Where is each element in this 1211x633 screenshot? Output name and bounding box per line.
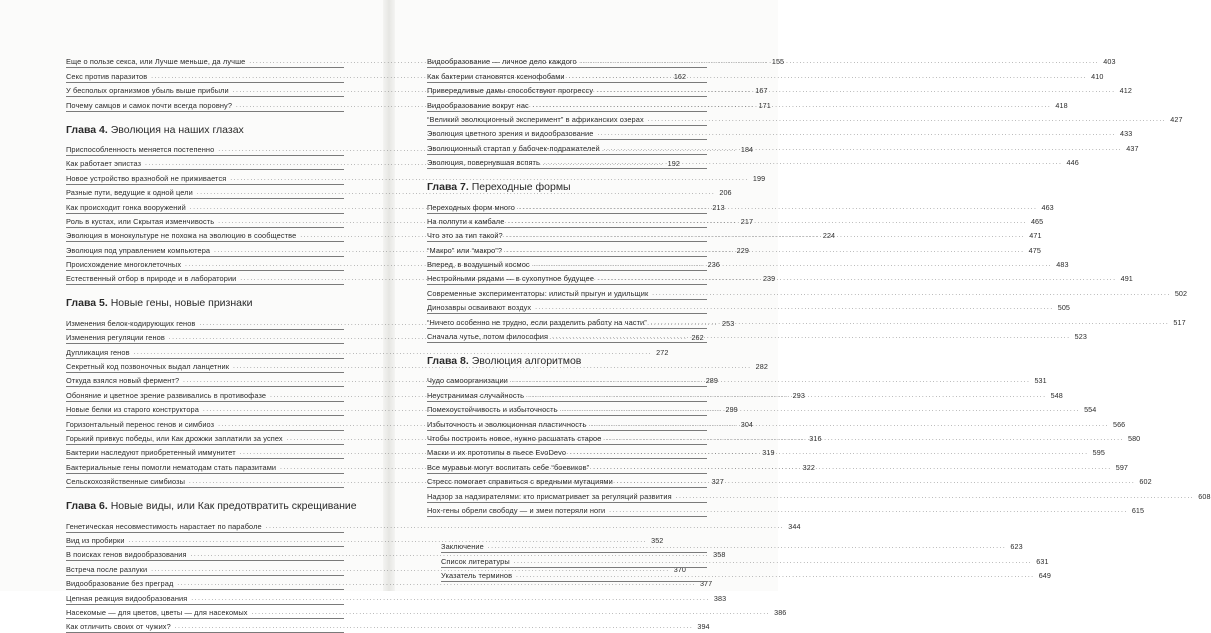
- chapter-title: Новые гены, новые признаки: [110, 297, 253, 310]
- dot-leader: [646, 115, 1169, 125]
- dot-leader: [550, 332, 1073, 342]
- toc-entry-title: Насекомые — для цветов, цветы — для насекомых: [66, 607, 248, 617]
- toc-entry-page: 352: [651, 535, 664, 545]
- toc-entry: [66, 605, 787, 619]
- dot-leader: [567, 72, 1090, 82]
- toc-entry: [427, 300, 1071, 314]
- toc-entry-title: “Великий эволюционный эксперимент” в африканских озерах: [427, 114, 644, 124]
- dot-leader: [173, 622, 696, 632]
- dot-leader: [514, 571, 1037, 581]
- toc-entry: [66, 344, 669, 358]
- toc-entry-title: Эволюция цветного зрения и видообразование: [427, 129, 594, 139]
- toc-entry-page: 155: [771, 57, 785, 67]
- toc-entry-page: 239: [762, 274, 776, 284]
- toc-entry-title: Чудо самоорганизации: [427, 376, 508, 386]
- toc-entry-title: Цепная реакция видообразования: [66, 593, 188, 603]
- dot-leader: [649, 318, 1172, 328]
- dot-leader: [189, 594, 712, 604]
- dot-leader: [533, 303, 1056, 313]
- toc-entry-title: Все муравьи могут воспитать себе “боевиков”: [427, 462, 590, 472]
- toc-entry-page: 344: [788, 521, 801, 531]
- toc-entry-title: “Ничего особенно не трудно, если разделить работу на части”: [427, 317, 647, 327]
- chapter-title: Переходные формы: [471, 181, 571, 194]
- toc-entry-title: Как происходит гонка вооружений: [66, 202, 186, 212]
- toc-entry-page: 272: [656, 347, 669, 357]
- toc-entry-title: Эволюция, повернувшая вспять: [427, 158, 540, 168]
- toc-entry-page: 446: [1066, 158, 1079, 168]
- toc-entry-page: 370: [673, 564, 687, 574]
- toc-entry-page: 192: [667, 159, 680, 169]
- dot-leader: [602, 144, 1125, 154]
- dot-leader: [596, 274, 1119, 284]
- toc-entry-page: 602: [1139, 477, 1152, 487]
- toc-entry-title: Переходных форм много: [427, 202, 515, 212]
- toc-entry-page: 213: [712, 202, 725, 212]
- toc-entry-page: 437: [1126, 143, 1139, 153]
- toc-entry-page: 217: [740, 216, 754, 226]
- toc-entry-page: 649: [1038, 571, 1051, 581]
- toc-entry-title: Изменения белок-кодирующих генов: [66, 318, 196, 328]
- toc-entry-title: Сельскохозяйственные симбиозы: [66, 477, 186, 487]
- toc-entry-title: У бесполых организмов убыль выше прибыли: [66, 86, 229, 96]
- toc-entry-page: 184: [740, 144, 754, 154]
- toc-entry-page: 502: [1174, 288, 1188, 298]
- toc-entry-page: 322: [802, 462, 815, 472]
- toc-entry-page: 327: [711, 477, 724, 487]
- toc-entry-title: Нестройными рядами — в сухопутное будущее: [427, 274, 595, 284]
- dot-leader: [526, 391, 1049, 401]
- chapter-title: Эволюция алгоритмов: [471, 355, 582, 368]
- toc-entry-title: Вид из пробирки: [66, 535, 125, 545]
- toc-entry-page: 304: [740, 419, 754, 429]
- toc-entry-title: Секс против паразитов: [66, 71, 148, 81]
- toc-entry-page: 483: [1056, 260, 1069, 270]
- toc-entry-page: 597: [1115, 462, 1129, 472]
- toc-entry-page: 316: [809, 433, 822, 443]
- toc-entry-title: Дупликация генов: [66, 347, 130, 357]
- toc-entry-title: Помехоустойчивость и избыточность: [427, 405, 558, 415]
- dot-leader: [591, 463, 1114, 473]
- toc-entry: [66, 590, 727, 604]
- chapter-heading: [427, 354, 707, 368]
- toc-entry-title: Чтобы построить новое, нужно расшатать старое: [427, 433, 602, 443]
- dot-leader: [607, 506, 1130, 516]
- toc-entry: [427, 503, 1145, 517]
- toc-entry-page: 554: [1084, 405, 1097, 415]
- toc-entry-page: 167: [755, 86, 768, 96]
- toc-entry-title: Вперед, в воздушный космос: [427, 260, 530, 270]
- toc-entry-page: 253: [722, 318, 735, 328]
- toc-entry: [427, 329, 1087, 343]
- chapter-number: Глава 7.: [427, 181, 469, 194]
- toc-entry-title: Как бактерии становятся ксенофобами: [427, 71, 565, 81]
- toc-entry-page: 427: [1170, 114, 1183, 124]
- toc-entry-page: 236: [707, 260, 720, 270]
- toc-entry-title: Откуда взялся новый фермент?: [66, 376, 180, 386]
- toc-entry-title: Указатель терминов: [441, 571, 513, 581]
- chapter-heading: [66, 296, 344, 310]
- toc-entry-page: 412: [1119, 86, 1132, 96]
- toc-entry-page: 523: [1074, 332, 1087, 342]
- toc-entry-title: Разные пути, ведущие к одной цели: [66, 188, 193, 198]
- chapter-heading: [66, 123, 344, 137]
- toc-entry-page: 199: [752, 173, 766, 183]
- toc-entry-title: Список литературы: [441, 556, 510, 566]
- toc-entry-page: 410: [1091, 71, 1104, 81]
- toc-entry-title: “Макро” или “макро”?: [427, 245, 503, 255]
- toc-entry-title: Роль в кустах, или Скрытая изменчивость: [66, 216, 215, 226]
- toc-entry-title: Как отличить своих от чужих?: [66, 622, 171, 632]
- toc-entry-title: Эволюционный стартап у бабочек-подражателей: [427, 143, 600, 153]
- toc-entry-title: Обоняние и цветное зрение развивались в противофазе: [66, 390, 267, 400]
- toc-entry-title: Почему самцов и самок почти всегда поровну?: [66, 100, 233, 110]
- toc-entry-title: Эволюция под управлением компьютера: [66, 245, 211, 255]
- chapter-number: Глава 5.: [66, 297, 108, 310]
- chapter-title: Эволюция на наших глазах: [110, 123, 244, 136]
- toc-entry-title: Привередливые дамы способствуют прогрессу: [427, 86, 594, 96]
- toc-entry-page: 358: [713, 550, 726, 560]
- toc-entry-page: 319: [762, 448, 775, 458]
- toc-entry-page: 293: [792, 390, 805, 400]
- toc-entry: [427, 68, 1104, 82]
- dot-leader: [542, 158, 1065, 168]
- chapter-number: Глава 4.: [66, 123, 108, 136]
- toc-entry-title: Маски и их прототипы в пьесе EvoDevo: [427, 448, 567, 458]
- toc-entry-page: 531: [1034, 376, 1047, 386]
- dot-leader: [579, 57, 1102, 67]
- toc-entry-page: 394: [697, 622, 710, 632]
- toc-entry-title: Встреча после разлуки: [66, 564, 148, 574]
- toc-entry-title: Изменения регуляции генов: [66, 333, 165, 343]
- chapter-heading: [66, 499, 357, 513]
- toc-entry-title: Секретный код позвоночных выдал ланцетник: [66, 362, 230, 372]
- toc-entry-title: Что это за тип такой?: [427, 231, 503, 241]
- toc-entry-title: Динозавры осваивают воздух: [427, 303, 532, 313]
- toc-entry-page: 471: [1029, 231, 1042, 241]
- dot-leader: [250, 608, 773, 618]
- toc-entry: [427, 126, 1133, 140]
- toc-entry-page: 289: [705, 376, 718, 386]
- toc-entry-page: 631: [1036, 556, 1049, 566]
- toc-entry-page: 418: [1055, 100, 1068, 110]
- chapter-number: Глава 8.: [427, 355, 469, 368]
- toc-entry-page: 548: [1050, 390, 1063, 400]
- dot-leader: [517, 203, 1040, 213]
- toc-entry: [427, 285, 1188, 299]
- chapter-number: Глава 6.: [66, 500, 108, 513]
- toc-entry-title: Новые белки из старого конструктора: [66, 405, 199, 415]
- toc-entry-page: 386: [774, 607, 787, 617]
- toc-entry-page: 171: [758, 100, 771, 110]
- toc-entry-title: Hox-гены обрели свободу — и змеи потеряли ноги: [427, 505, 606, 515]
- dot-leader: [650, 289, 1173, 299]
- toc-entry-title: Заключение: [441, 542, 484, 552]
- toc-entry-page: 262: [691, 333, 704, 343]
- toc-entry: [66, 619, 710, 633]
- dot-leader: [595, 86, 1118, 96]
- toc-entry-page: 465: [1030, 216, 1044, 226]
- toc-entry: [427, 112, 1183, 126]
- toc-entry-page: 505: [1057, 303, 1071, 313]
- chapter-heading: [427, 180, 707, 194]
- toc-entry-page: 475: [1028, 245, 1041, 255]
- dot-leader: [505, 231, 1028, 241]
- toc-entry-page: 229: [736, 245, 749, 255]
- toc-entry-page: 615: [1131, 505, 1145, 515]
- toc-entry-page: 162: [673, 71, 687, 81]
- toc-entry-page: 566: [1112, 419, 1126, 429]
- toc-entry-page: 433: [1120, 129, 1133, 139]
- toc-entry-page: 377: [699, 579, 713, 589]
- dot-leader: [532, 260, 1055, 270]
- toc-entry-title: В поисках генов видообразования: [66, 550, 187, 560]
- toc-entry: [66, 518, 801, 532]
- toc-entry-title: Видообразование — личное дело каждого: [427, 57, 577, 67]
- toc-entry-title: Избыточность и эволюционная пластичность: [427, 419, 587, 429]
- toc-entry-page: 403: [1103, 57, 1116, 67]
- toc-entry-title: Бактериальные гены помогли нематодам стать паразитами: [66, 462, 277, 472]
- dot-leader: [504, 246, 1027, 256]
- toc-entry: [427, 155, 1079, 169]
- dot-leader: [603, 434, 1126, 444]
- dot-leader: [568, 448, 1091, 458]
- toc-entry-title: Видообразование без преград: [66, 579, 174, 589]
- toc-entry: [441, 539, 1023, 553]
- toc-entry: [66, 170, 766, 184]
- toc-entry-page: 580: [1127, 433, 1141, 443]
- dot-leader: [588, 420, 1111, 430]
- dot-leader: [531, 101, 1054, 111]
- toc-entry-title: Эволюция в монокультуре не похожа на эволюцию в сообществе: [66, 231, 297, 241]
- dot-leader: [512, 557, 1035, 567]
- toc-entry-title: Происхождение многоклеточных: [66, 260, 182, 270]
- toc-entry-page: 595: [1092, 448, 1105, 458]
- toc-entry: [427, 488, 1211, 502]
- toc-entry-title: Горизонтальный перенос генов и симбиоз: [66, 419, 215, 429]
- toc-entry-title: Видообразование вокруг нас: [427, 100, 529, 110]
- dot-leader: [510, 376, 1033, 386]
- toc-entry-title: Приспособленность меняется постепенно: [66, 144, 215, 154]
- toc-entry-title: Генетическая несовместимость нарастает по параболе: [66, 521, 262, 531]
- toc-entry-title: Еще о пользе секса, или Лучше меньше, да лучше: [66, 57, 246, 67]
- toc-entry-page: 299: [725, 405, 738, 415]
- toc-entry-title: Неустранимая случайность: [427, 390, 525, 400]
- dot-leader: [560, 405, 1083, 415]
- toc-entry-page: 623: [1010, 542, 1023, 552]
- toc-entry: [441, 568, 1051, 582]
- toc-entry-title: Надзор за надзирателями: кто присматривает за регуляций развития: [427, 491, 672, 501]
- toc-entry-title: Стресс помогает справиться с вредными мутациями: [427, 477, 613, 487]
- toc-entry-page: 517: [1173, 317, 1186, 327]
- dot-leader: [615, 477, 1138, 487]
- dot-leader: [674, 492, 1197, 502]
- toc-entry-title: Современные экспериментаторы: илистый прыгун и удильщик: [427, 288, 649, 298]
- dot-leader: [596, 129, 1119, 139]
- dot-leader: [506, 217, 1029, 227]
- toc-entry-title: Горький привкус победы, или Как дрожжи заплатили за успех: [66, 433, 283, 443]
- dot-leader: [486, 542, 1009, 552]
- toc-entry-title: Бактерии наследуют приобретенный иммунитет: [66, 448, 236, 458]
- toc-entry-page: 383: [713, 593, 727, 603]
- toc-entry-title: Новое устройство вразнобой не приживается: [66, 173, 227, 183]
- chapter-title: Новые виды, или Как предотвратить скрещивание: [110, 500, 357, 513]
- toc-entry-page: 608: [1198, 491, 1211, 501]
- toc-entry-page: 463: [1041, 202, 1054, 212]
- toc-entry-title: Как работает эпистаз: [66, 159, 142, 169]
- toc-entry-title: Сначала чутье, потом философия: [427, 332, 549, 342]
- toc-entry-page: 491: [1120, 274, 1133, 284]
- toc-entry-title: На полпути к камбале: [427, 216, 505, 226]
- toc-entry-page: 224: [822, 231, 836, 241]
- toc-entry-title: Естественный отбор в природе и в лаборатории: [66, 274, 237, 284]
- toc-entry-page: 206: [719, 188, 732, 198]
- toc-entry-page: 282: [755, 362, 768, 372]
